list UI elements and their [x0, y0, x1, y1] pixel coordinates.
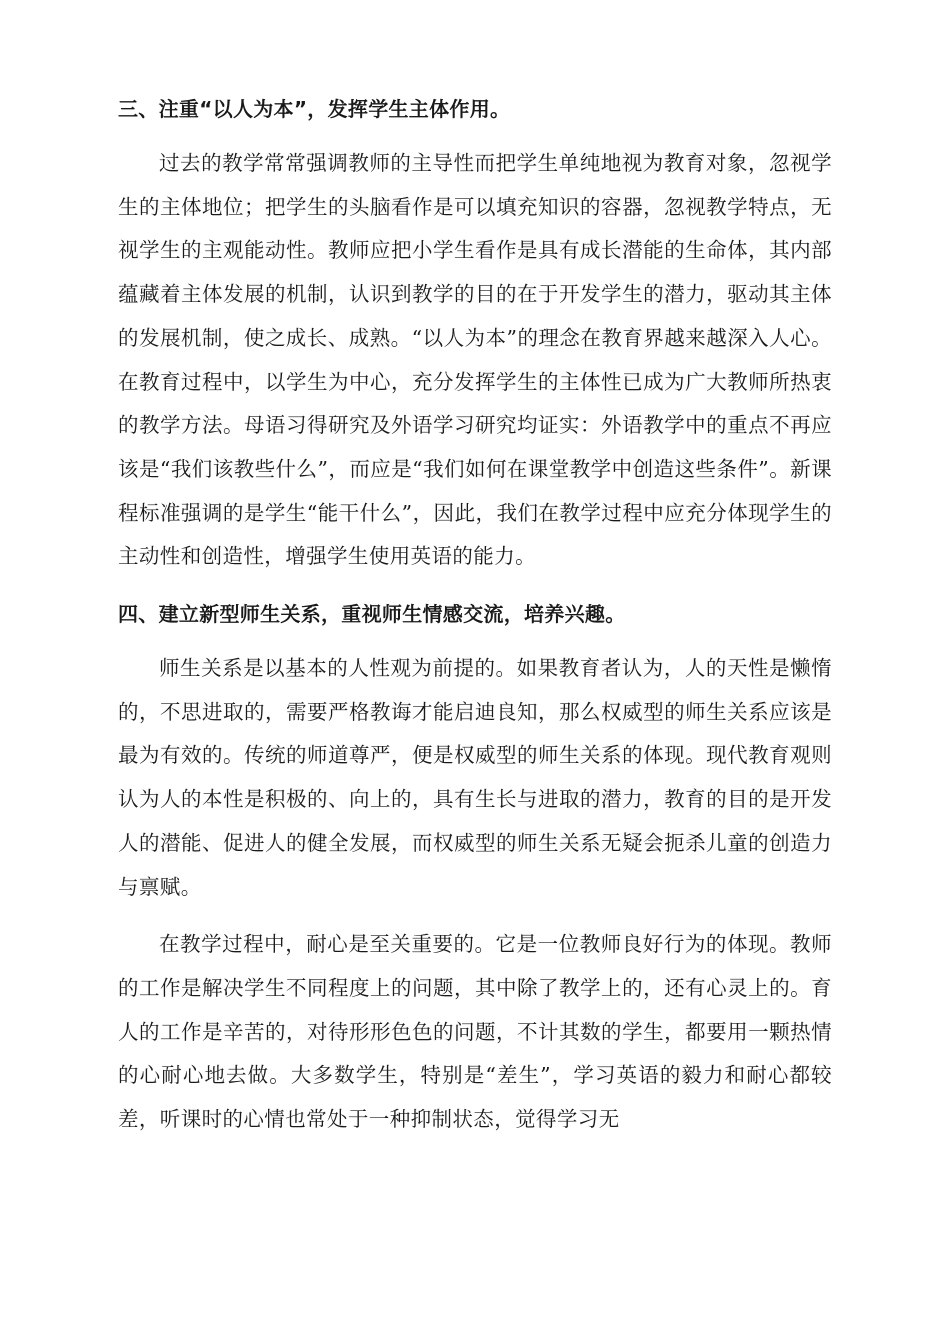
section-4-paragraph-1: 师生关系是以基本的人性观为前提的。如果教育者认为，人的天性是懒惰的，不思进取的，需要严格教诲才能启迪良知，那么权威型的师生关系应该是最为有效的。传统的师道尊严，便是权威型的师生关系的体现。现代教育观则认为人的本性是积极的、向上的，具有生长与进取的潜力，教育的目的是开发人的潜能、促进人的健全发展，而权威型的师生关系无疑会扼杀儿童的创造力与禀赋。: [118, 656, 832, 899]
section-3-heading: 三、注重“以人为本”，发挥学生主体作用。: [118, 97, 511, 121]
section-4-heading: 四、建立新型师生关系，重视师生情感交流，培养兴趣。: [118, 602, 626, 627]
section-3-paragraph-1: 过去的教学常常强调教师的主导性而把学生单纯地视为教育对象，忽视学生的主体地位；把学生的头脑看作是可以填充知识的容器，忽视教学特点，无视学生的主观能动性。教师应把小学生看作是具有成长潜能的生命体，其内部蕴藏着主体发展的机制，认识到教学的目的在于开发学生的潜力，驱动其主体的发展机制，使之成长、成熟。“以人为本”的理念在教育界越来越深入人心。在教育过程中，以学生为中心，充分发挥学生的主体性已成为广大教师所热衷的教学方法。母语习得研究及外语学习研究均证实：外语教学中的重点不再应该是“我们该教些什么”，而应是“我们如何在课堂教学中创造这些条件”。新课程标准强调的是学生“能干什么”，因此，我们在教学过程中应充分体现学生的主动性和创造性，增强学生使用英语的能力。: [118, 151, 832, 569]
section-4-paragraph-2: 在教学过程中，耐心是至关重要的。它是一位教师良好行为的体现。教师的工作是解决学生不同程度上的问题，其中除了教学上的，还有心灵上的。育人的工作是辛苦的，对待形形色色的问题，不计其数的学生，都要用一颗热情的心耐心地去做。大多数学生，特别是“差生”，学习英语的毅力和耐心都较差，听课时的心情也常处于一种抑制状态，觉得学习无: [118, 932, 832, 1132]
document-page: [118, 88, 832, 1156]
